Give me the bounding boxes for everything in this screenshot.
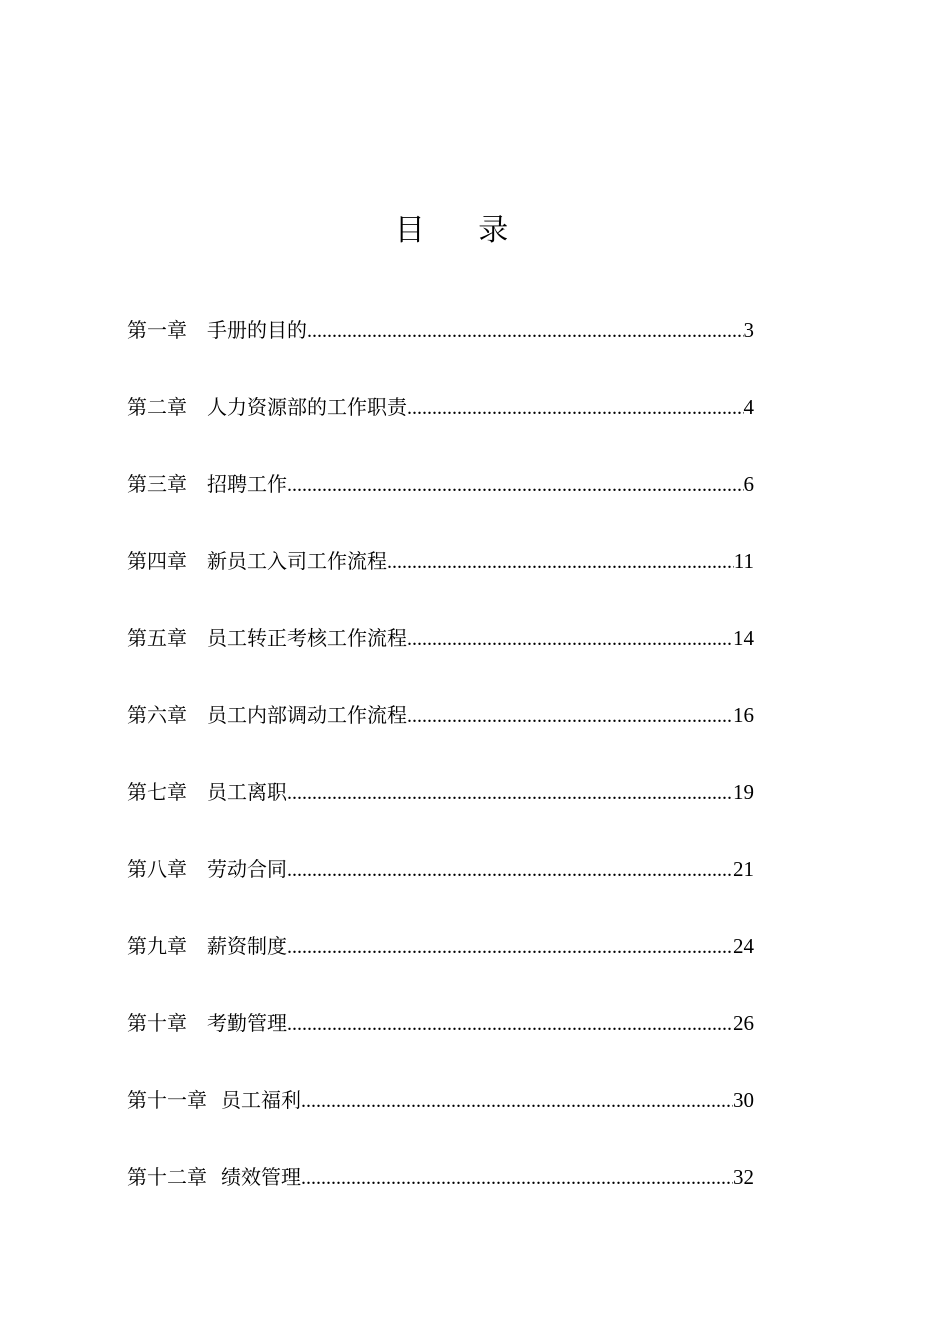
- toc-entry[interactable]: [127, 1001, 754, 1078]
- toc-chapter-number: 第五章: [127, 626, 187, 650]
- toc-chapter-title: 员工福利: [221, 1088, 301, 1112]
- toc-dot-leader: [407, 617, 733, 661]
- toc-chapter-title: 员工转正考核工作流程: [207, 626, 407, 650]
- toc-dot-leader: [287, 925, 733, 969]
- toc-dot-leader: [301, 1079, 733, 1123]
- toc-entry[interactable]: [127, 308, 754, 385]
- toc-dot-leader: [387, 540, 734, 584]
- toc-chapter-number: 第七章: [127, 780, 187, 804]
- toc-chapter-number: 第十章: [127, 1011, 187, 1035]
- toc-chapter-number: 第九章: [127, 934, 187, 958]
- toc-page-number: 4: [743, 395, 754, 419]
- toc-entry[interactable]: [127, 539, 754, 616]
- toc-page-number: 14: [733, 626, 754, 650]
- toc-entry[interactable]: [127, 385, 754, 462]
- toc-chapter-number: 第八章: [127, 857, 187, 881]
- toc-page-number: 26: [733, 1011, 754, 1035]
- toc-dot-leader: [287, 848, 733, 892]
- toc-dot-leader: [287, 1002, 733, 1046]
- toc-chapter-number: 第十一章: [127, 1088, 207, 1112]
- toc-entry[interactable]: [127, 770, 754, 847]
- toc-chapter-number: 第四章: [127, 549, 187, 573]
- toc-page-number: 32: [733, 1165, 754, 1189]
- toc-chapter-title: 新员工入司工作流程: [207, 549, 387, 573]
- toc-chapter-number: 第二章: [127, 395, 187, 419]
- toc-entry[interactable]: [127, 847, 754, 924]
- toc-page-number: 19: [733, 780, 754, 804]
- toc-chapter-title: 考勤管理: [207, 1011, 287, 1035]
- toc-chapter-number: 第一章: [127, 318, 187, 342]
- toc-title: 目 录: [394, 213, 531, 248]
- toc-page-number: 21: [733, 857, 754, 881]
- toc-page-number: 16: [733, 703, 754, 727]
- toc-page-number: 30: [733, 1088, 754, 1112]
- toc-dot-leader: [407, 386, 744, 430]
- toc-chapter-number: 第三章: [127, 472, 187, 496]
- toc-chapter-title: 劳动合同: [207, 857, 287, 881]
- toc-dot-leader: [407, 694, 733, 738]
- toc-chapter-title: 招聘工作: [207, 472, 287, 496]
- table-of-contents: [127, 308, 754, 1232]
- toc-entry[interactable]: [127, 616, 754, 693]
- toc-chapter-title: 薪资制度: [207, 934, 287, 958]
- toc-entry[interactable]: [127, 924, 754, 1001]
- toc-page-number: 11: [733, 549, 754, 573]
- toc-chapter-title: 员工内部调动工作流程: [207, 703, 407, 727]
- toc-page-number: 6: [743, 472, 754, 496]
- toc-chapter-number: 第十二章: [127, 1165, 207, 1189]
- toc-page-number: 3: [743, 318, 754, 342]
- toc-entry[interactable]: [127, 1155, 754, 1232]
- toc-entry[interactable]: [127, 693, 754, 770]
- toc-chapter-title: 员工离职: [207, 780, 287, 804]
- toc-page-number: 24: [733, 934, 754, 958]
- toc-chapter-number: 第六章: [127, 703, 187, 727]
- toc-chapter-title: 绩效管理: [221, 1165, 301, 1189]
- toc-dot-leader: [307, 309, 744, 353]
- toc-entry[interactable]: [127, 462, 754, 539]
- toc-chapter-title: 人力资源部的工作职责: [207, 395, 407, 419]
- toc-entry[interactable]: [127, 1078, 754, 1155]
- toc-chapter-title: 手册的目的: [207, 318, 307, 342]
- toc-dot-leader: [301, 1156, 733, 1200]
- toc-dot-leader: [287, 771, 733, 815]
- toc-dot-leader: [287, 463, 744, 507]
